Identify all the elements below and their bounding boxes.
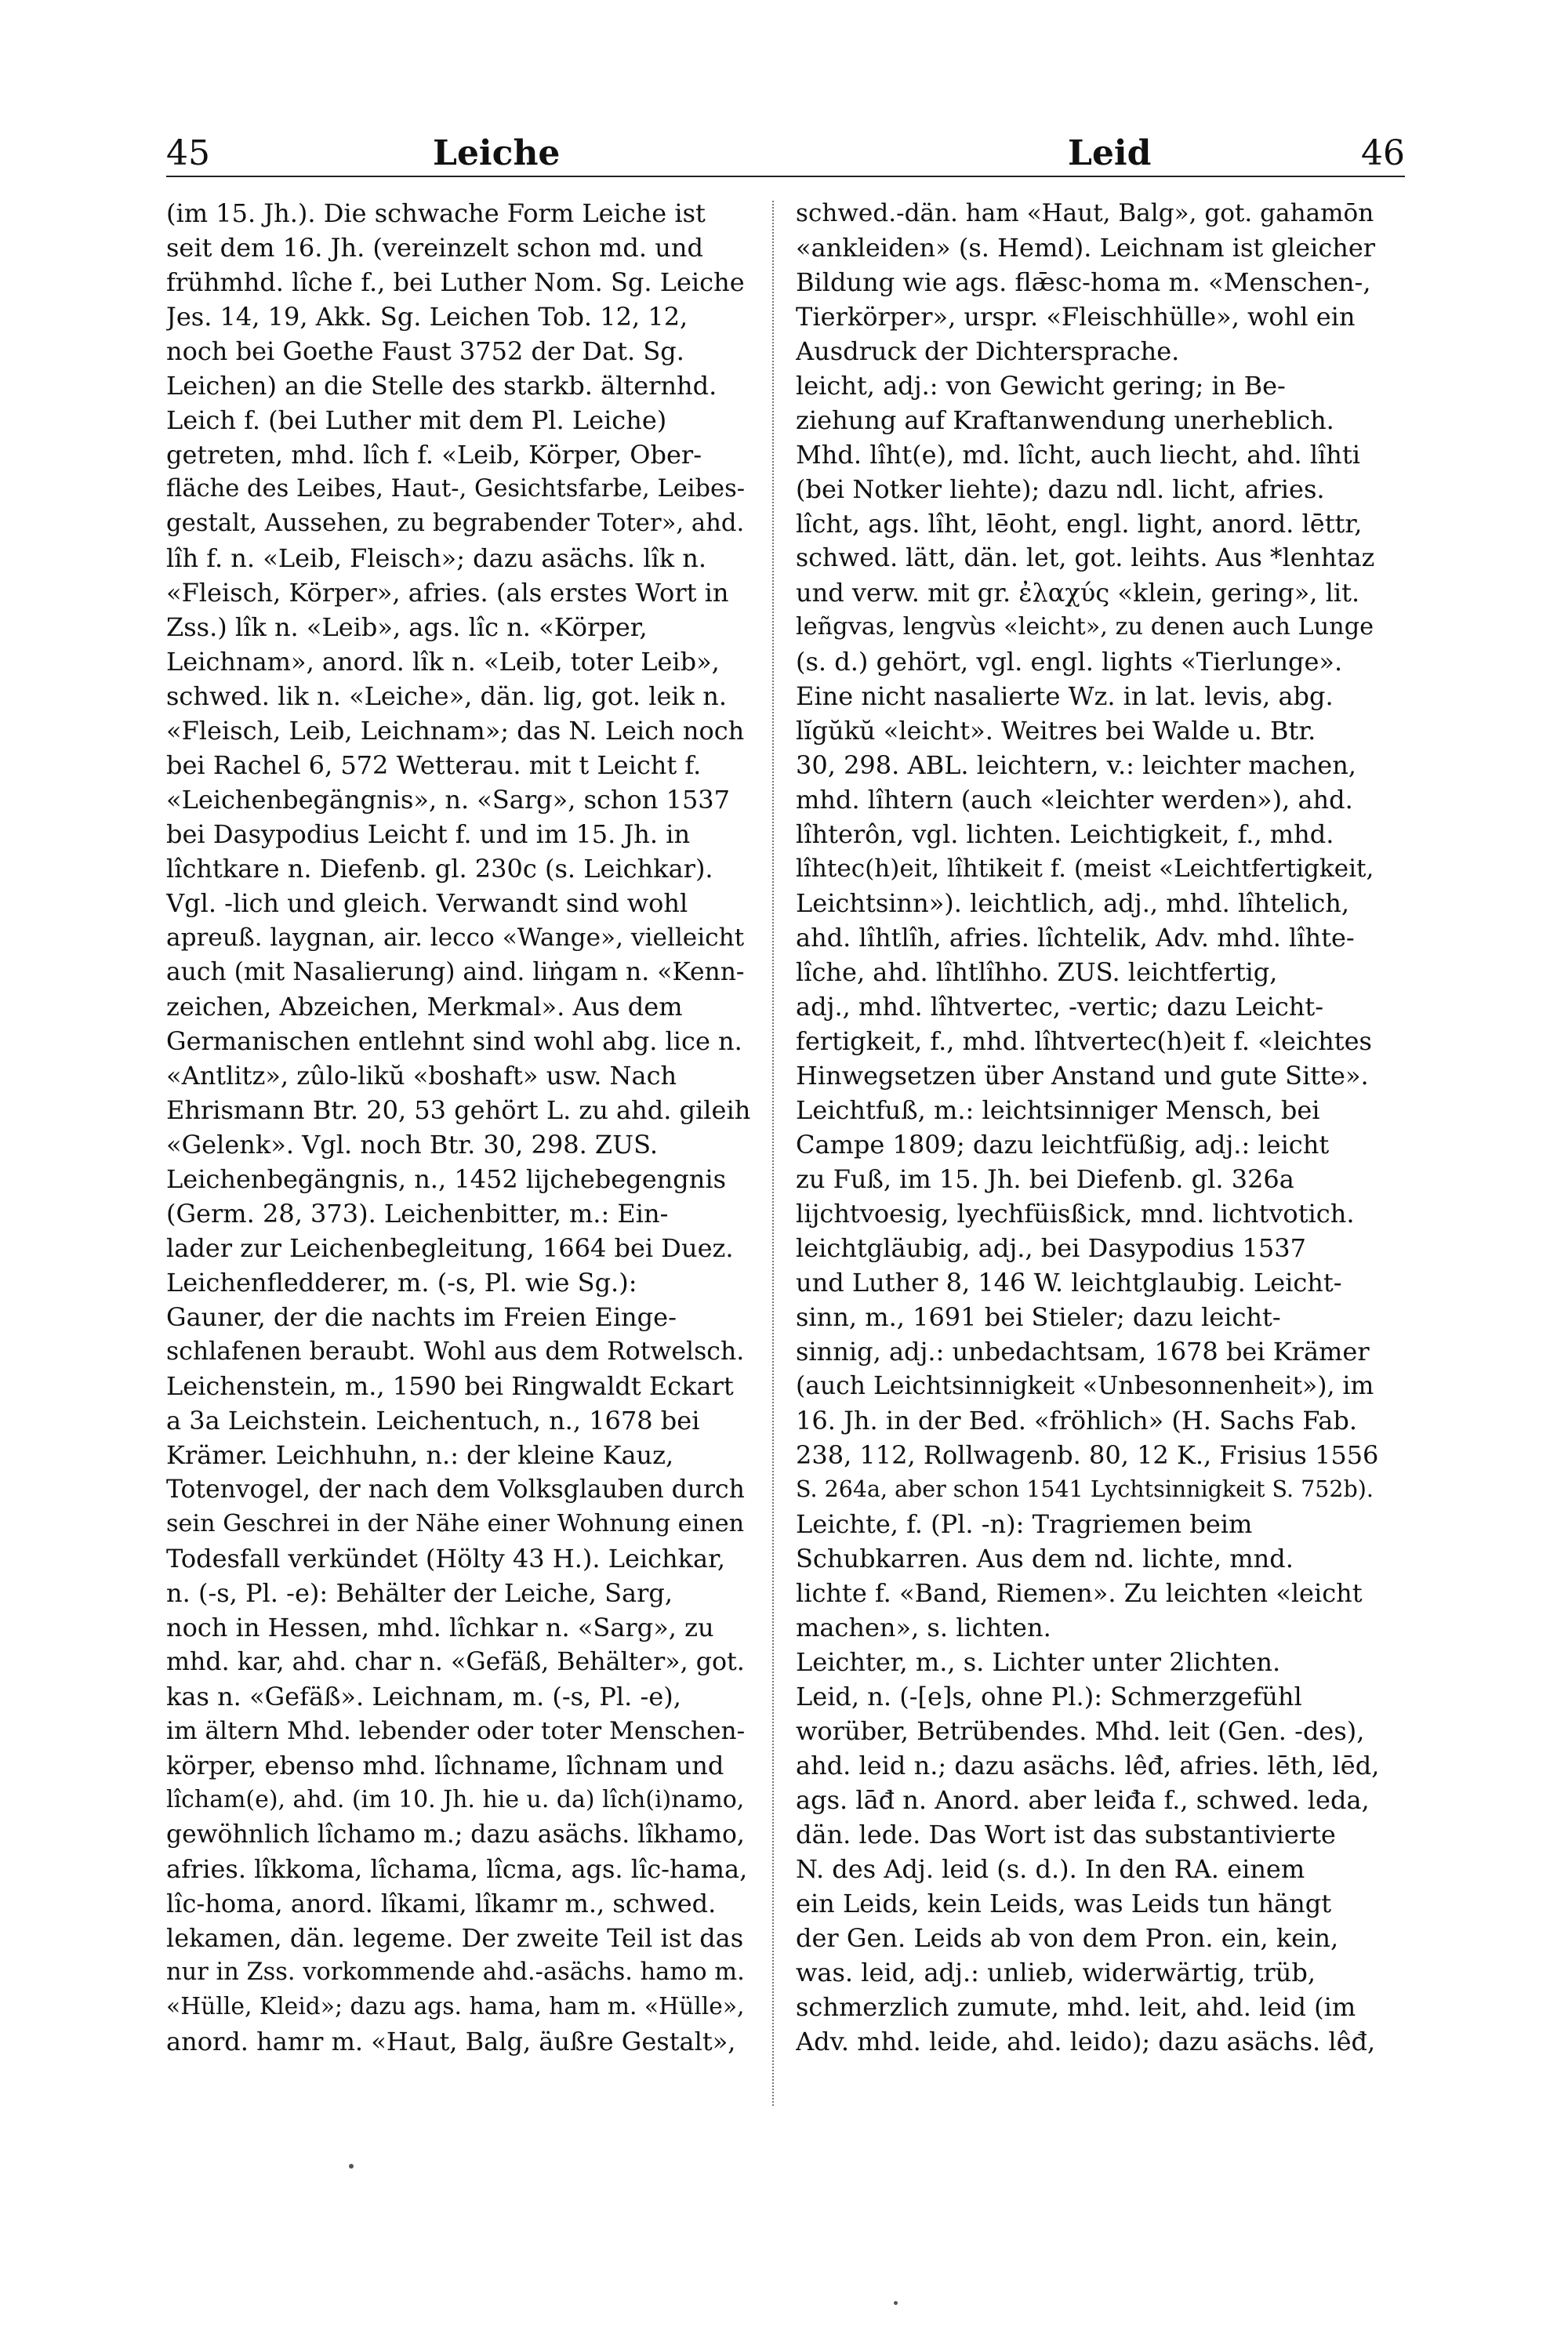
- text-line: (s. d.) gehört, vgl. engl. lights «Tierlunge».: [796, 647, 1343, 677]
- text-line: worüber, Betrübendes. Mhd. leit (Gen. -des),: [796, 1716, 1365, 1746]
- text-line: Leichenbegängnis, n., 1452 lijchebegengnis: [166, 1164, 726, 1194]
- page-number-right: 46: [1361, 133, 1405, 173]
- text-line: apreuß. laygnan, air. lecco «Wange», vielleicht: [166, 924, 745, 952]
- text-line: kas n. «Gefäß». Leichnam, m. (-s, Pl. -e),: [166, 1682, 681, 1711]
- text-line: lĭgŭkŭ «leicht». Weitres bei Walde u. Btr.: [796, 716, 1316, 746]
- text-line: und Luther 8, 146 W. leichtglaubig. Leicht-: [796, 1268, 1342, 1298]
- text-line: zeichen, Abzeichen, Merkmal». Aus dem: [166, 992, 683, 1022]
- text-line: Germanischen entlehnt sind wohl abg. lice n.: [166, 1026, 742, 1056]
- text-line: schlafenen beraubt. Wohl aus dem Rotwelsch.: [166, 1338, 745, 1366]
- text-line: mhd. kar, ahd. char n. «Gefäß, Behälter», got.: [166, 1648, 745, 1676]
- text-line: (auch Leichtsinnigkeit «Unbesonnenheit»), im: [796, 1372, 1374, 1400]
- text-line: «Antlitz», zûlo-likŭ «boshaft» usw. Nach: [166, 1061, 677, 1091]
- text-line: machen», s. lichten.: [796, 1613, 1051, 1642]
- page-header: [166, 132, 1405, 176]
- text-line: ein Leids, kein Leids, was Leids tun hängt: [796, 1889, 1332, 1918]
- text-line: «Gelenk». Vgl. noch Btr. 30, 298. ZUS.: [166, 1130, 659, 1160]
- header-rule: [166, 176, 1405, 177]
- text-line: (Germ. 28, 373). Leichenbitter, m.: Ein-: [166, 1199, 669, 1229]
- right-text-column: [796, 196, 1380, 2109]
- text-line: lîh f. n. «Leib, Fleisch»; dazu asächs. lîk n.: [166, 543, 707, 573]
- text-line: Vgl. -lich und gleich. Verwandt sind wohl: [166, 888, 688, 918]
- text-line: noch in Hessen, mhd. lîchkar n. «Sarg», zu: [166, 1613, 714, 1642]
- text-line: Hinwegsetzen über Anstand und gute Sitte».: [796, 1061, 1369, 1091]
- text-line: dän. lede. Das Wort ist das substantivierte: [796, 1820, 1336, 1849]
- text-line: anord. hamr m. «Haut, Balg, äußre Gestalt»,: [166, 2027, 736, 2056]
- text-line: (bei Notker liehte); dazu ndl. licht, afries.: [796, 474, 1325, 504]
- text-line: mhd. lîhtern (auch «leichter werden»), ahd.: [796, 785, 1353, 815]
- text-line: lîcham(e), ahd. (im 10. Jh. hie u. da) lîch(i)namo,: [166, 1786, 745, 1813]
- text-line: getreten, mhd. lîch f. «Leib, Körper, Ober-: [166, 440, 702, 470]
- running-headword-left: Leiche: [433, 133, 561, 173]
- text-line: Ausdruck der Dichtersprache.: [796, 336, 1180, 366]
- text-line: frühmhd. lîche f., bei Luther Nom. Sg. Leiche: [166, 267, 745, 297]
- text-line: seit dem 16. Jh. (vereinzelt schon md. und: [166, 233, 703, 263]
- text-line: Mhd. lîht(e), md. lîcht, auch liecht, ahd. lîhti: [796, 440, 1360, 470]
- text-line: der Gen. Leids ab von dem Pron. ein, kein,: [796, 1923, 1339, 1953]
- text-line: Leichenstein, m., 1590 bei Ringwaldt Eckart: [166, 1371, 734, 1401]
- text-line: «Leichenbegängnis», n. «Sarg», schon 1537: [166, 785, 731, 815]
- text-line: Krämer. Leichhuhn, n.: der kleine Kauz,: [166, 1440, 674, 1470]
- text-line: lekamen, dän. legeme. Der zweite Teil ist das: [166, 1923, 744, 1953]
- text-line: schmerzlich zumute, mhd. leit, ahd. leid (im: [796, 1992, 1356, 2022]
- left-text-column: [166, 196, 750, 2109]
- text-line: Ehrismann Btr. 20, 53 gehört L. zu ahd. gileih: [166, 1095, 750, 1125]
- text-line: bei Rachel 6, 572 Wetterau. mit t Leicht f.: [166, 750, 702, 780]
- text-line: S. 264a, aber schon 1541 Lychtsinnigkeit S. 752b).: [796, 1476, 1374, 1502]
- column-divider: [772, 201, 774, 2106]
- text-line: Gauner, der die nachts im Freien Einge-: [166, 1302, 677, 1332]
- text-line: sinnig, adj.: unbedachtsam, 1678 bei Krämer: [796, 1337, 1370, 1367]
- text-line: ags. lāđ n. Anord. aber leiđa f., schwed. leda,: [796, 1785, 1370, 1815]
- text-line: zu Fuß, im 15. Jh. bei Diefenb. gl. 326a: [796, 1164, 1294, 1194]
- text-line: Leichte, f. (Pl. -n): Tragriemen beim: [796, 1509, 1253, 1539]
- text-line: Tierkörper», urspr. «Fleischhülle», wohl ein: [796, 302, 1356, 332]
- text-line: Jes. 14, 19, Akk. Sg. Leichen Tob. 12, 12,: [166, 302, 688, 332]
- text-line: Eine nicht nasalierte Wz. in lat. levis, abg.: [796, 681, 1334, 711]
- text-line: lîhterôn, vgl. lichten. Leichtigkeit, f., mhd.: [796, 819, 1334, 849]
- text-line: Leichenfledderer, m. (-s, Pl. wie Sg.):: [166, 1268, 637, 1298]
- text-line: ahd. lîhtlîh, afries. lîchtelik, Adv. mhd. lîhte-: [796, 923, 1355, 953]
- text-line: afries. lîkkoma, lîchama, lîcma, ags. lîc-hama,: [166, 1854, 748, 1884]
- text-line: leichtgläubig, adj., bei Dasypodius 1537: [796, 1233, 1306, 1263]
- text-line: fertigkeit, f., mhd. lîhtvertec(h)eit f. «leichtes: [796, 1026, 1372, 1056]
- text-line: was. leid, adj.: unlieb, widerwärtig, trüb,: [796, 1958, 1316, 1987]
- text-line: lichte f. «Band, Riemen». Zu leichten «leicht: [796, 1578, 1363, 1608]
- text-line: schwed. lik n. «Leiche», dän. lig, got. leik n.: [166, 681, 727, 711]
- text-line: Bildung wie ags. flǣsc-homa m. «Menschen-,: [796, 267, 1371, 297]
- text-line: Todesfall verkündet (Hölty 43 H.). Leichkar,: [166, 1544, 726, 1573]
- text-line: «ankleiden» (s. Hemd). Leichnam ist gleicher: [796, 233, 1376, 263]
- text-line: bei Dasypodius Leicht f. und im 15. Jh. in: [166, 819, 691, 849]
- text-line: schwed. lätt, dän. let, got. leihts. Aus *lenhtaz: [796, 544, 1375, 572]
- text-line: schwed.-dän. ham «Haut, Balg», got. gahamōn: [796, 199, 1374, 227]
- text-line: Leichnam», anord. lîk n. «Leib, toter Leib»,: [166, 647, 720, 677]
- text-line: körper, ebenso mhd. lîchname, lîchnam und: [166, 1751, 724, 1780]
- text-line: fläche des Leibes, Haut-, Gesichtsfarbe, Leibes-: [166, 475, 746, 503]
- text-line: «Fleisch, Leib, Leichnam»; das N. Leich noch: [166, 716, 745, 746]
- text-line: «Fleisch, Körper», afries. (als erstes Wort in: [166, 578, 729, 608]
- text-line: Leid, n. (-[e]s, ohne Pl.): Schmerzgefühl: [796, 1682, 1302, 1711]
- text-line: Leichter, m., s. Lichter unter 2lichten.: [796, 1647, 1281, 1677]
- text-line: 238, 112, Rollwagenb. 80, 12 K., Frisius 1556: [796, 1440, 1379, 1470]
- text-line: lijchtvoesig, lyechfüisßick, mnd. lichtvotich.: [796, 1199, 1355, 1229]
- text-line: Leichtfuß, m.: leichtsinniger Mensch, bei: [796, 1095, 1320, 1125]
- text-line: sein Geschrei in der Nähe einer Wohnung einen: [166, 1510, 745, 1537]
- text-line: lîhtec(h)eit, lîhtikeit f. (meist «Leichtfertigkeit,: [796, 855, 1374, 883]
- text-line: lîche, ahd. lîhtlîhho. ZUS. leichtfertig,: [796, 957, 1278, 987]
- text-line: Leichen) an die Stelle des starkb. älternhd.: [166, 371, 717, 401]
- text-line: leicht, adj.: von Gewicht gering; in Be-: [796, 371, 1286, 401]
- text-line: N. des Adj. leid (s. d.). In den RA. einem: [796, 1854, 1305, 1884]
- text-line: «Hülle, Kleid»; dazu ags. hama, ham m. «Hülle»,: [166, 1993, 745, 2020]
- print-speck: [894, 2301, 898, 2305]
- text-line: 30, 298. ABL. leichtern, v.: leichter machen,: [796, 750, 1356, 780]
- page-number-left: 45: [166, 133, 210, 173]
- text-line: im ältern Mhd. lebender oder toter Menschen-: [166, 1717, 746, 1745]
- text-line: gewöhnlich lîchamo m.; dazu asächs. lîkhamo,: [166, 1820, 745, 1849]
- text-line: gestalt, Aussehen, zu begrabender Toter», ahd.: [166, 510, 745, 537]
- running-headword-right: Leid: [1068, 133, 1152, 173]
- text-line: Leichtsinn»). leichtlich, adj., mhd. lîhtelich,: [796, 888, 1350, 918]
- print-speck: [349, 2164, 354, 2169]
- text-line: Schubkarren. Aus dem nd. lichte, mnd.: [796, 1544, 1294, 1573]
- text-line: a 3a Leichstein. Leichentuch, n., 1678 bei: [166, 1406, 700, 1436]
- text-line: und verw. mit gr. ἐλαχύς «klein, gering», lit.: [796, 578, 1360, 608]
- text-line: Adv. mhd. leide, ahd. leido); dazu asächs. lêđ,: [796, 2027, 1376, 2056]
- text-line: lîcht, ags. lîht, lēoht, engl. light, anord. lēttr,: [796, 509, 1363, 539]
- text-line: auch (mit Nasalierung) aind. liṅgam n. «Kenn-: [166, 958, 745, 986]
- text-line: lader zur Leichenbegleitung, 1664 bei Duez.: [166, 1233, 734, 1263]
- text-line: noch bei Goethe Faust 3752 der Dat. Sg.: [166, 336, 684, 366]
- text-line: lîc-homa, anord. lîkami, lîkamr m., schwed.: [166, 1889, 717, 1918]
- text-line: Totenvogel, der nach dem Volksglauben durch: [166, 1475, 745, 1504]
- text-line: lîchtkare n. Diefenb. gl. 230c (s. Leichkar).: [166, 854, 713, 884]
- text-line: Zss.) lîk n. «Leib», ags. lîc n. «Körper,: [166, 612, 648, 642]
- text-line: Leich f. (bei Luther mit dem Pl. Leiche): [166, 405, 667, 435]
- text-line: nur in Zss. vorkommende ahd.-asächs. hamo m.: [166, 1958, 745, 1986]
- text-line: ahd. leid n.; dazu asächs. lêđ, afries. lēth, lēd,: [796, 1751, 1380, 1780]
- text-line: sinn, m., 1691 bei Stieler; dazu leicht-: [796, 1302, 1281, 1332]
- text-line: n. (-s, Pl. -e): Behälter der Leiche, Sarg,: [166, 1578, 673, 1608]
- text-line: adj., mhd. lîhtvertec, -vertic; dazu Leicht-: [796, 992, 1324, 1022]
- text-line: leñgvas, lengvùs «leicht», zu denen auch Lunge: [796, 613, 1374, 641]
- text-line: 16. Jh. in der Bed. «fröhlich» (H. Sachs Fab.: [796, 1406, 1357, 1436]
- text-line: Campe 1809; dazu leichtfüßig, adj.: leicht: [796, 1130, 1330, 1160]
- text-line: (im 15. Jh.). Die schwache Form Leiche ist: [166, 198, 706, 228]
- text-line: ziehung auf Kraftanwendung unerheblich.: [796, 405, 1334, 435]
